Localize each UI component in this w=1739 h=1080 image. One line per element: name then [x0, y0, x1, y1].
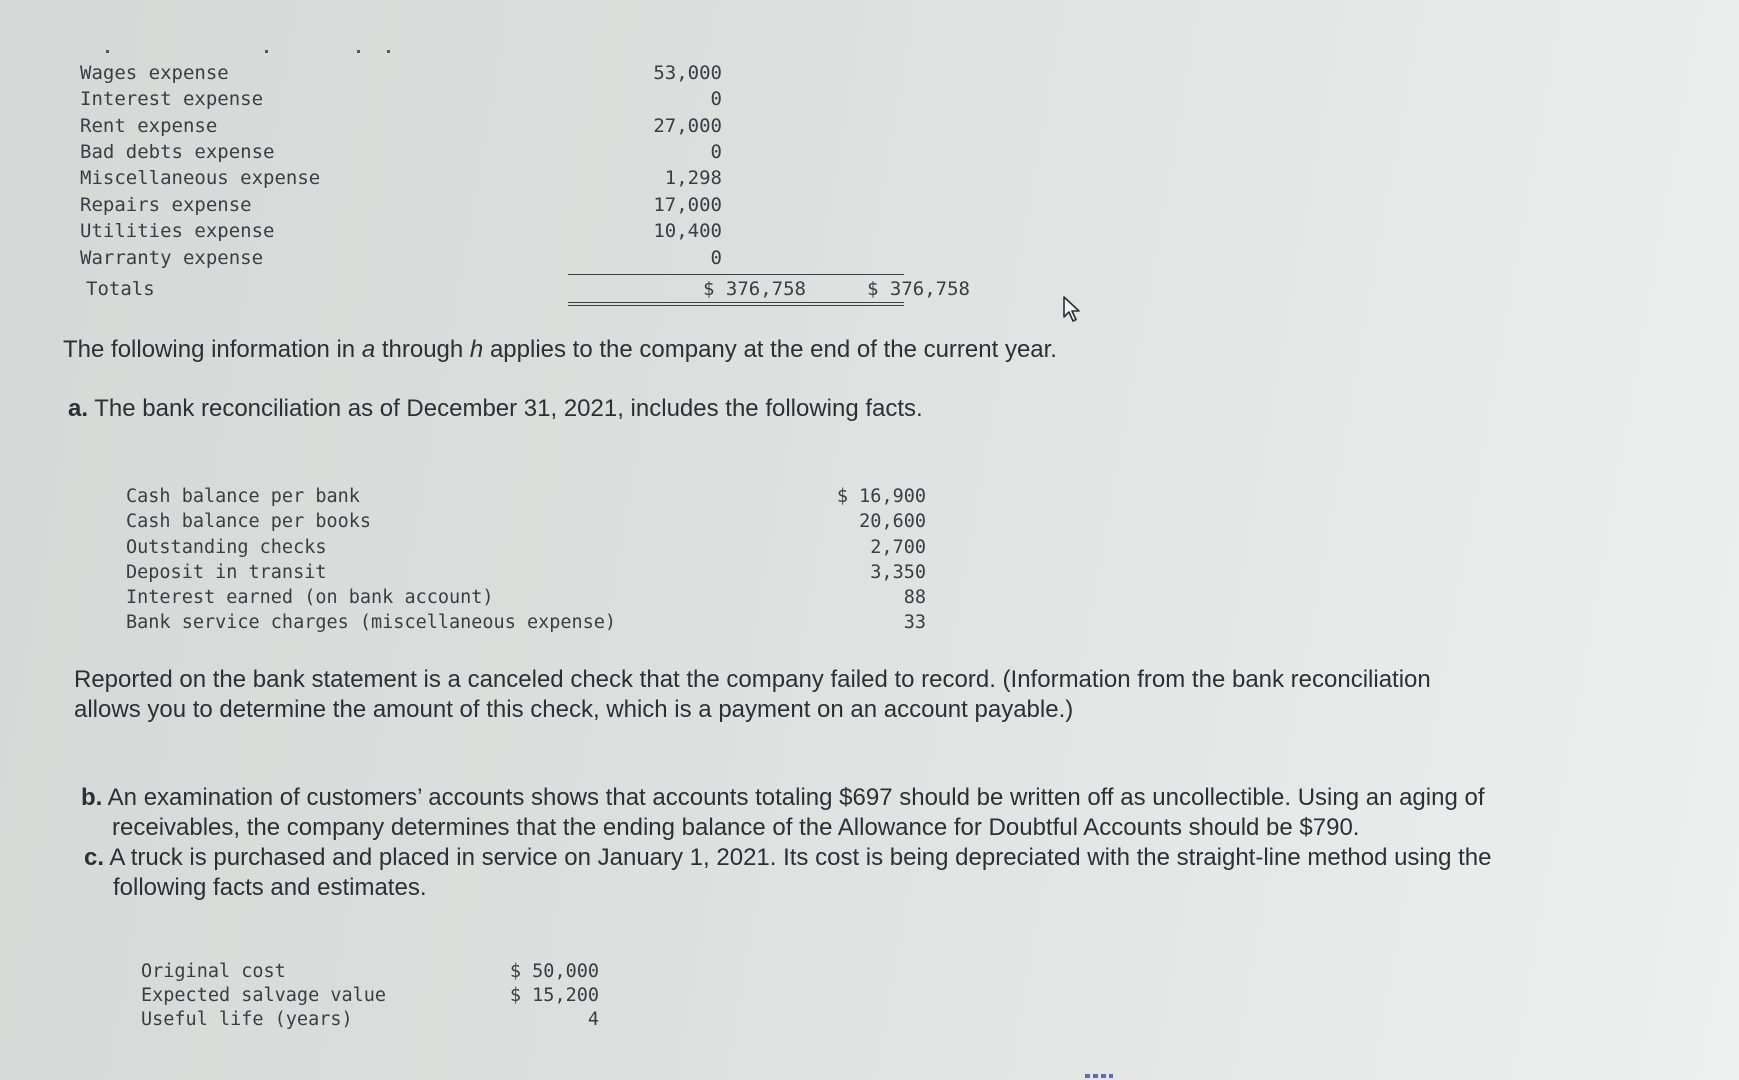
bank-fact-value: 20,600	[859, 511, 926, 532]
reported-line-2: allows you to determine the amount of this check, which is a payment on an account payable.)	[74, 696, 1074, 723]
bank-fact-row	[126, 610, 926, 635]
truck-fact-label: Useful life (years)	[141, 1009, 353, 1030]
reported-line-1: Reported on the bank statement is a canceled check that the company failed to record. (Information from the bank reconciliation	[74, 666, 1431, 693]
ledger-row	[80, 113, 910, 139]
ledger-row-label: Warranty expense	[80, 247, 264, 269]
item-b-line-1	[81, 782, 1484, 813]
screen-edge-mark	[1085, 1074, 1113, 1078]
bank-fact-row	[126, 585, 926, 610]
ledger-row-label: Miscellaneous expense	[80, 167, 321, 189]
intro-text: The following information in	[63, 336, 362, 363]
ledger-row	[80, 139, 910, 165]
ledger-row	[80, 218, 910, 244]
ledger-row-value: 0	[710, 141, 722, 163]
ledger-row-label: Bad debts expense	[80, 141, 275, 163]
item-a-letter: a.	[68, 395, 89, 422]
totals-credit: $ 376,758	[867, 278, 970, 300]
ledger-totals-row	[80, 276, 970, 302]
bank-fact-label: Interest earned (on bank account)	[126, 587, 494, 608]
totals-debit: $ 376,758	[703, 278, 806, 300]
item-c-text: A truck is purchased and placed in service on January 1, 2021. Its cost is being depreciated with the straight-line method using the	[104, 844, 1492, 871]
bank-fact-label: Outstanding checks	[126, 537, 327, 558]
intro-text: applies to the company at the end of the current year.	[483, 336, 1057, 363]
bank-fact-value: 88	[903, 587, 926, 608]
item-a-text: The bank reconciliation as of December 31, 2021, includes the following facts.	[88, 395, 923, 422]
truck-fact-row	[141, 1008, 599, 1032]
truck-fact-value: $ 15,200	[509, 985, 599, 1006]
truck-fact-label: Original cost	[141, 961, 286, 982]
bank-fact-label: Bank service charges (miscellaneous expense)	[126, 612, 617, 633]
totals-label: Totals	[86, 278, 155, 300]
item-b-letter: b.	[81, 784, 103, 811]
ledger-row-value: 0	[710, 247, 722, 269]
ledger-row-label: Repairs expense	[80, 194, 252, 216]
item-c-line-1	[84, 842, 1492, 873]
truck-fact-value: $ 50,000	[509, 961, 599, 982]
bank-fact-value: 3,350	[870, 562, 926, 583]
scan-mark	[357, 50, 360, 53]
ledger-row	[80, 245, 910, 271]
ledger-row-value: 10,400	[653, 220, 722, 242]
mouse-pointer-icon	[1062, 296, 1084, 324]
truck-fact-value: 4	[587, 1009, 599, 1030]
total-rule	[568, 274, 904, 275]
scan-mark	[265, 50, 268, 53]
ledger-row	[80, 86, 910, 112]
item-c-line-2: following facts and estimates.	[113, 874, 427, 901]
ledger-row-label: Rent expense	[80, 115, 218, 137]
truck-fact-row	[141, 960, 599, 984]
ledger-row-label: Interest expense	[80, 88, 264, 110]
bank-fact-row	[126, 509, 926, 534]
bank-fact-value: 2,700	[870, 537, 926, 558]
intro-letter-h: h	[469, 336, 484, 363]
intro-text: through	[375, 336, 470, 363]
bank-fact-row	[126, 484, 926, 509]
bank-fact-row	[126, 560, 926, 585]
ledger-row-label: Utilities expense	[80, 220, 275, 242]
truck-fact-label: Expected salvage value	[141, 985, 387, 1006]
item-a	[68, 393, 923, 424]
scan-mark	[106, 50, 109, 53]
ledger-row-value: 53,000	[653, 62, 722, 84]
ledger-row-value: 27,000	[653, 115, 722, 137]
ledger-row	[80, 60, 910, 86]
ledger-row	[80, 192, 910, 218]
total-double-rule	[568, 302, 904, 303]
scan-mark	[387, 50, 390, 53]
bank-fact-value: $ 16,900	[836, 486, 926, 507]
item-b-text: An examination of customers’ accounts shows that accounts totaling $697 should be written off as uncollectible. Using an aging of	[102, 784, 1485, 811]
bank-fact-label: Deposit in transit	[126, 562, 327, 583]
intro-letter-a: a	[361, 336, 376, 363]
total-double-rule	[568, 305, 904, 306]
bank-fact-value: 33	[903, 612, 926, 633]
ledger-row-value: 0	[710, 88, 722, 110]
truck-fact-row	[141, 984, 599, 1008]
ledger-row-value: 1,298	[664, 167, 722, 189]
bank-fact-row	[126, 535, 926, 560]
ledger-row	[80, 165, 910, 191]
ledger-row-label: Wages expense	[80, 62, 229, 84]
item-c-letter: c.	[84, 844, 105, 871]
bank-fact-label: Cash balance per books	[126, 511, 372, 532]
bank-fact-label: Cash balance per bank	[126, 486, 360, 507]
ledger-row-value: 17,000	[653, 194, 722, 216]
intro-paragraph	[63, 334, 1057, 365]
item-b-line-2: receivables, the company determines that the ending balance of the Allowance for Doubtful Accounts should be $790.	[112, 814, 1360, 841]
